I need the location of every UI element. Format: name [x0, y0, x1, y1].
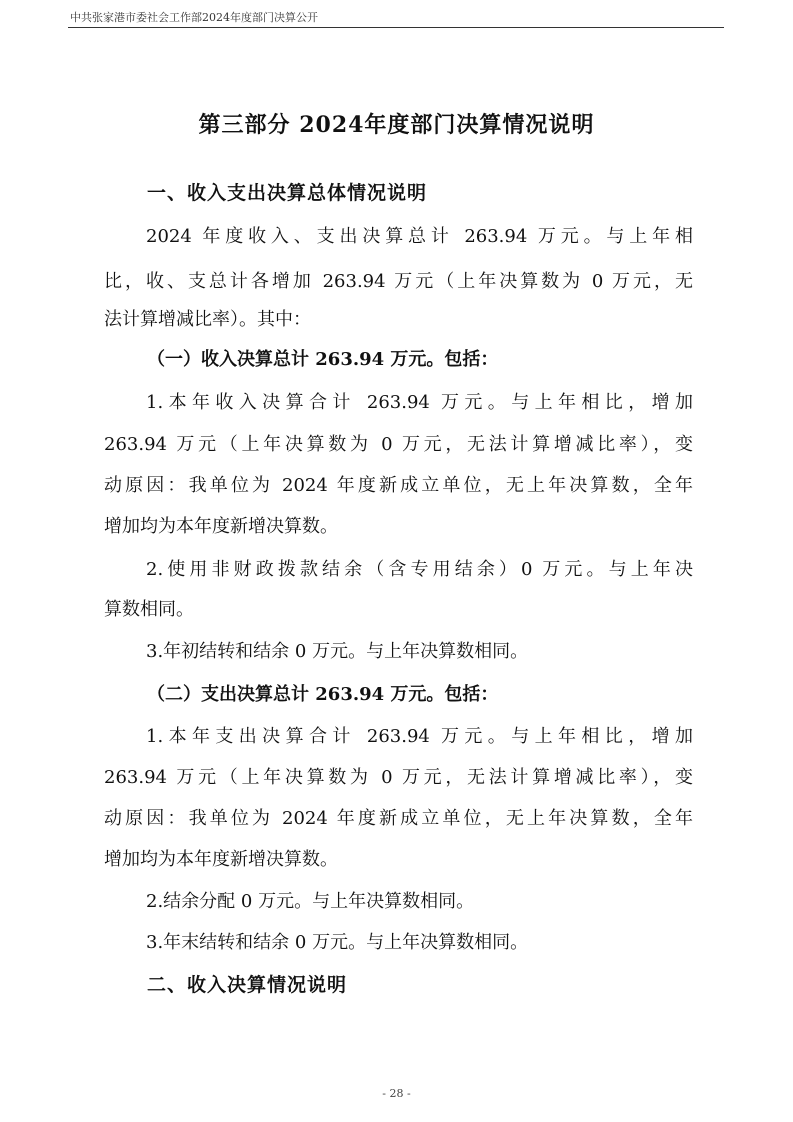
expense-item2: 2.结余分配 0 万元。与上年决算数相同。 — [146, 891, 475, 912]
income-item1-line-1: 1.本年收入决算合计 263.94 万元。与上年相比，增加 — [146, 392, 693, 413]
income-item2-line-1: 2.使用非财政拨款结余（含专用结余）0 万元。与上年决 — [146, 559, 693, 580]
expense-item1-line-4: 增加均为本年度新增决算数。 — [104, 849, 338, 870]
expense-heading: （二）支出决算总计 263.94 万元。包括： — [147, 684, 499, 705]
income-item1-line-4: 增加均为本年度新增决算数。 — [104, 516, 338, 537]
header-divider — [68, 27, 724, 28]
income-item1-line-3: 动原因：我单位为 2024 年度新成立单位，无上年决算数，全年 — [104, 475, 693, 496]
expense-item1-line-1: 1.本年支出决算合计 263.94 万元。与上年相比，增加 — [146, 726, 693, 747]
intro-line-1: 2024 年度收入、支出决算总计 263.94 万元。与上年相 — [146, 226, 693, 247]
intro-line-3: 法计算增减比率）。其中： — [104, 309, 311, 330]
expense-item1-line-2: 263.94 万元（上年决算数为 0 万元，无法计算增减比率），变 — [104, 767, 693, 788]
income-item3: 3.年初结转和结余 0 万元。与上年决算数相同。 — [146, 641, 529, 662]
income-heading: （一）收入决算总计 263.94 万元。包括： — [147, 349, 499, 370]
expense-item1-line-3: 动原因：我单位为 2024 年度新成立单位，无上年决算数，全年 — [104, 808, 693, 829]
page-number: - 28 - — [382, 1087, 411, 1100]
income-item1-line-2: 263.94 万元（上年决算数为 0 万元，无法计算增减比率），变 — [104, 434, 693, 455]
running-header: 中共张家港市委社会工作部2024年度部门决算公开 — [70, 11, 318, 24]
intro-line-2: 比，收、支总计各增加 263.94 万元（上年决算数为 0 万元，无 — [104, 271, 693, 292]
section1-heading: 一、收入支出决算总体情况说明 — [147, 182, 428, 204]
section2-heading: 二、收入决算情况说明 — [147, 974, 348, 996]
page-title: 第三部分 2024年度部门决算情况说明 — [198, 112, 595, 138]
income-item2-line-2: 算数相同。 — [104, 599, 194, 620]
expense-item3: 3.年末结转和结余 0 万元。与上年决算数相同。 — [146, 932, 529, 953]
